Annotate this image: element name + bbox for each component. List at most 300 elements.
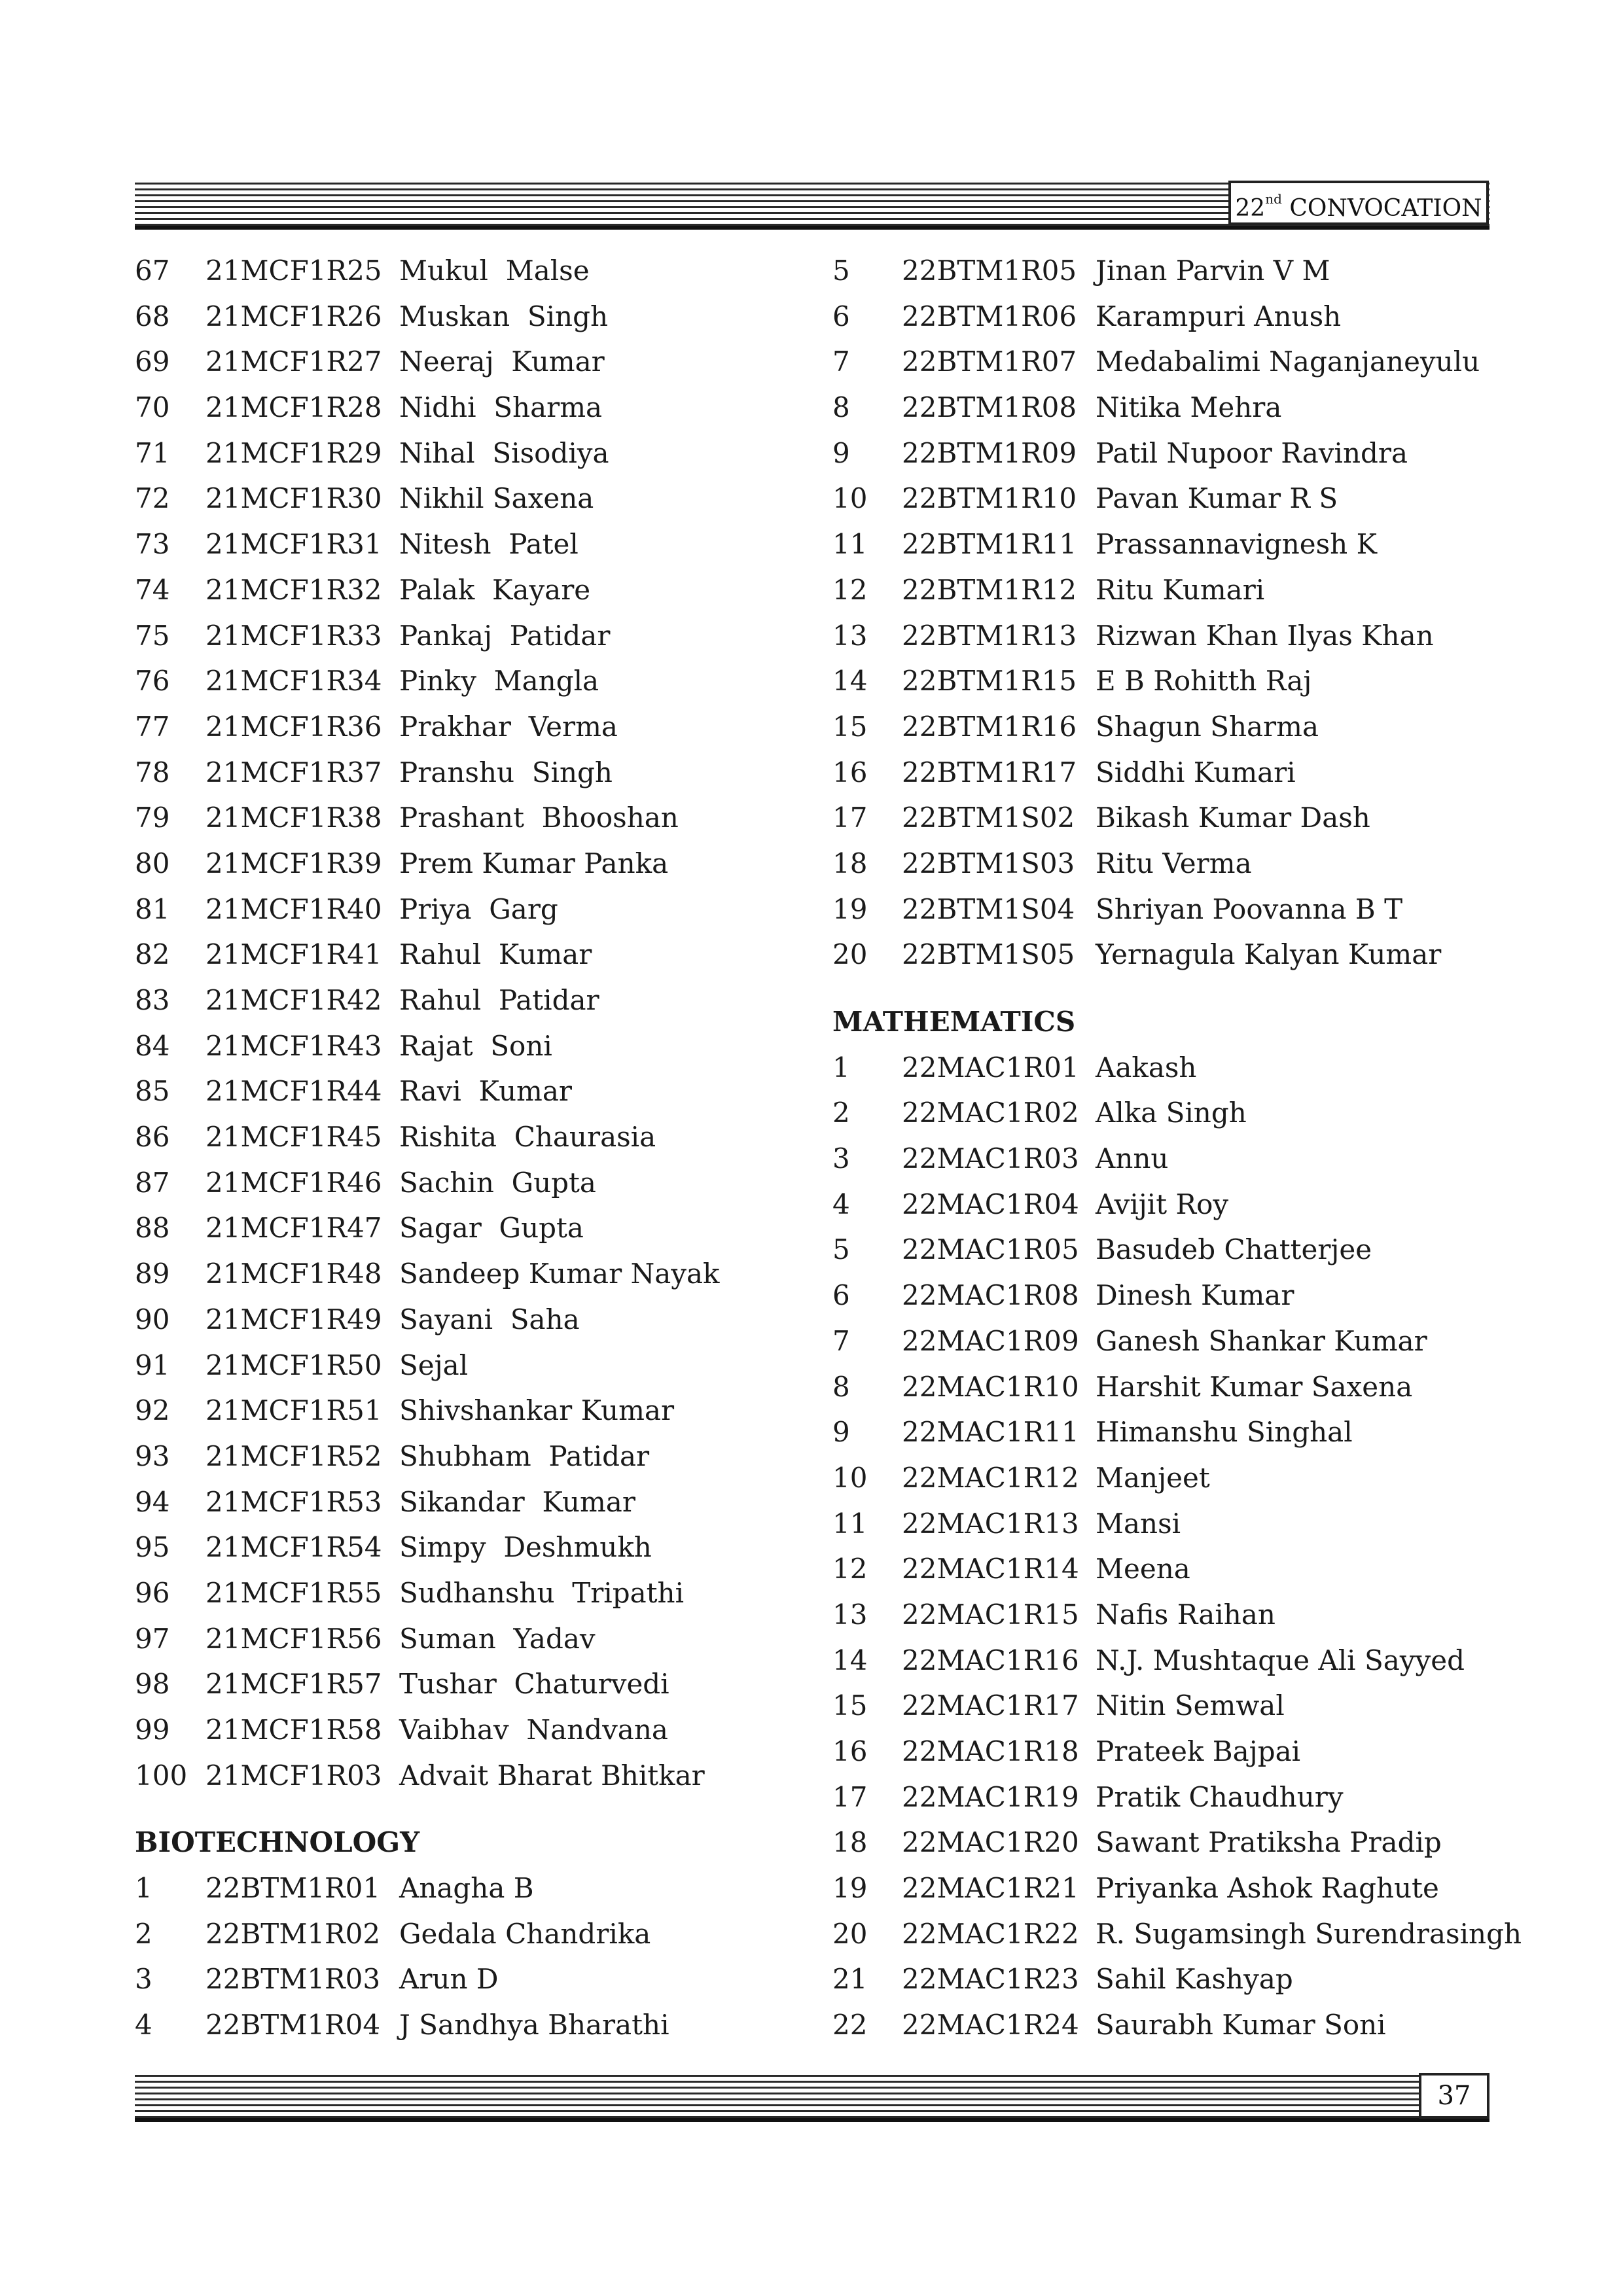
roll-number: 21MCF1R53 — [205, 1485, 382, 1518]
roll-number: 22BTM1R10 — [902, 482, 1077, 515]
roll-number: 22MAC1R08 — [902, 1279, 1079, 1312]
student-name: Mansi — [1096, 1507, 1181, 1540]
list-row — [832, 1546, 1526, 1592]
list-row — [135, 339, 789, 385]
list-row — [832, 1364, 1526, 1410]
student-name: Nikhil Saxena — [399, 482, 594, 515]
student-name: Manjeet — [1096, 1461, 1210, 1494]
serial-number: 13 — [832, 1598, 868, 1631]
serial-number: 11 — [832, 528, 868, 561]
student-name: Ritu Verma — [1096, 847, 1252, 879]
list-row — [832, 339, 1526, 385]
student-name: Palak Kayare — [399, 573, 591, 606]
serial-number: 75 — [135, 619, 170, 652]
serial-number: 10 — [832, 482, 868, 515]
roll-number: 21MCF1R50 — [205, 1349, 382, 1381]
roll-number: 21MCF1R42 — [205, 984, 382, 1016]
list-row — [832, 1182, 1526, 1227]
student-name: Prassannavignesh K — [1096, 528, 1377, 561]
list-row — [135, 1865, 789, 1911]
biotechnology-list-right — [832, 248, 1526, 978]
roll-number: 22BTM1S05 — [902, 938, 1075, 971]
roll-number: 21MCF1R46 — [205, 1166, 382, 1199]
student-name: Pratik Chaudhury — [1096, 1780, 1344, 1813]
roll-number: 21MCF1R29 — [205, 436, 382, 469]
list-row — [135, 658, 789, 704]
roll-number: 22BTM1R15 — [902, 665, 1077, 698]
roll-number: 21MCF1R40 — [205, 892, 382, 925]
serial-number: 77 — [135, 710, 170, 743]
roll-number: 22MAC1R09 — [902, 1324, 1079, 1357]
list-row — [832, 1273, 1526, 1318]
serial-number: 2 — [135, 1917, 152, 1950]
list-row — [135, 294, 789, 340]
serial-number: 80 — [135, 847, 170, 879]
student-name: Rishita Chaurasia — [399, 1121, 656, 1154]
list-row — [832, 1865, 1526, 1911]
student-name: Priya Garg — [399, 892, 558, 925]
serial-number: 68 — [135, 300, 170, 332]
student-name: Sayani Saha — [399, 1303, 580, 1335]
roll-number: 22MAC1R10 — [902, 1370, 1079, 1403]
serial-number: 8 — [832, 391, 850, 424]
serial-number: 95 — [135, 1531, 170, 1564]
roll-number: 22BTM1R02 — [205, 1917, 381, 1950]
student-name: Sejal — [399, 1349, 469, 1381]
serial-number: 2 — [832, 1097, 850, 1129]
list-row — [135, 521, 789, 567]
roll-number: 22MAC1R19 — [902, 1780, 1079, 1813]
roll-number: 22MAC1R03 — [902, 1142, 1079, 1175]
list-row — [135, 795, 789, 841]
roll-number: 21MCF1R49 — [205, 1303, 382, 1335]
student-name: Sandeep Kumar Nayak — [399, 1258, 720, 1290]
list-row — [832, 1592, 1526, 1638]
roll-number: 21MCF1R37 — [205, 756, 382, 788]
student-name: Ganesh Shankar Kumar — [1096, 1324, 1427, 1357]
student-name: Sagar Gupta — [399, 1212, 584, 1245]
serial-number: 15 — [832, 1689, 868, 1722]
list-row — [832, 476, 1526, 521]
student-name: Rizwan Khan Ilyas Khan — [1096, 619, 1434, 652]
list-row — [135, 431, 789, 476]
serial-number: 17 — [832, 1780, 868, 1813]
student-name: Nitika Mehra — [1096, 391, 1282, 424]
roll-number: 21MCF1R31 — [205, 528, 382, 561]
list-row — [135, 1661, 789, 1707]
list-row — [832, 841, 1526, 887]
serial-number: 16 — [832, 1735, 868, 1767]
student-name: Rahul Patidar — [399, 984, 599, 1016]
roll-number: 22BTM1R12 — [902, 573, 1077, 606]
student-name: Patil Nupoor Ravindra — [1096, 436, 1408, 469]
roll-number: 22BTM1S03 — [902, 847, 1075, 879]
list-row — [135, 704, 789, 750]
list-row — [832, 567, 1526, 613]
student-name: Sahil Kashyap — [1096, 1963, 1293, 1996]
roll-number: 21MCF1R33 — [205, 619, 382, 652]
serial-number: 1 — [832, 1051, 850, 1084]
serial-number: 17 — [832, 802, 868, 834]
list-row — [832, 521, 1526, 567]
student-name: Priyanka Ashok Raghute — [1096, 1872, 1439, 1905]
roll-number: 22MAC1R04 — [902, 1188, 1079, 1220]
serial-number: 19 — [832, 1872, 868, 1905]
page-number-box — [1419, 2073, 1489, 2119]
roll-number: 21MCF1R58 — [205, 1714, 382, 1746]
roll-number: 21MCF1R38 — [205, 802, 382, 834]
roll-number: 22MAC1R11 — [902, 1416, 1079, 1449]
list-row — [832, 750, 1526, 796]
student-name: Nitin Semwal — [1096, 1689, 1285, 1722]
list-row — [832, 385, 1526, 431]
list-row — [135, 750, 789, 796]
list-row — [135, 1616, 789, 1662]
list-row — [135, 1251, 789, 1297]
roll-number: 21MCF1R51 — [205, 1394, 382, 1427]
student-name: Vaibhav Nandvana — [399, 1714, 668, 1746]
roll-number: 21MCF1R27 — [205, 345, 382, 378]
student-name: Rahul Kumar — [399, 938, 592, 971]
student-name: Arun D — [399, 1963, 499, 1996]
list-row — [832, 795, 1526, 841]
footer-rule — [135, 2075, 1489, 2122]
serial-number: 90 — [135, 1303, 170, 1335]
roll-number: 22MAC1R05 — [902, 1233, 1079, 1266]
serial-number: 82 — [135, 938, 170, 971]
list-row — [135, 1160, 789, 1206]
serial-number: 87 — [135, 1166, 170, 1199]
list-row — [832, 431, 1526, 476]
student-name: Gedala Chandrika — [399, 1917, 651, 1950]
list-row — [135, 932, 789, 978]
roll-number: 22BTM1R11 — [902, 528, 1077, 561]
student-name: Bikash Kumar Dash — [1096, 802, 1370, 834]
student-name: Tushar Chaturvedi — [399, 1668, 669, 1701]
mathematics-list — [832, 1045, 1526, 2048]
student-name: Shagun Sharma — [1096, 710, 1319, 743]
roll-number: 21MCF1R30 — [205, 482, 382, 515]
serial-number: 100 — [135, 1759, 188, 1792]
roll-number: 22BTM1R09 — [902, 436, 1077, 469]
student-name: E B Rohitth Raj — [1096, 665, 1312, 698]
list-row — [832, 294, 1526, 340]
serial-number: 94 — [135, 1485, 170, 1518]
student-name: Aakash — [1096, 1051, 1197, 1084]
list-row — [135, 1479, 789, 1525]
list-row — [832, 613, 1526, 659]
student-name: Siddhi Kumari — [1096, 756, 1296, 788]
list-row — [135, 1525, 789, 1570]
list-row — [832, 1820, 1526, 1865]
roll-number: 22MAC1R02 — [902, 1097, 1079, 1129]
student-name: Pavan Kumar R S — [1096, 482, 1338, 515]
student-name: Jinan Parvin V M — [1096, 255, 1330, 287]
serial-number: 6 — [832, 300, 850, 332]
roll-number: 22BTM1R04 — [205, 2009, 381, 2041]
mcf-list — [135, 248, 789, 1798]
serial-number: 11 — [832, 1507, 868, 1540]
roll-number: 22MAC1R12 — [902, 1461, 1079, 1494]
roll-number: 22BTM1S02 — [902, 802, 1075, 834]
list-row — [832, 1455, 1526, 1501]
list-row — [832, 1136, 1526, 1182]
roll-number: 21MCF1R56 — [205, 1622, 382, 1655]
student-name: Ritu Kumari — [1096, 573, 1265, 606]
list-row — [832, 1045, 1526, 1091]
serial-number: 99 — [135, 1714, 170, 1746]
roll-number: 21MCF1R36 — [205, 710, 382, 743]
student-name: Pinky Mangla — [399, 665, 599, 698]
serial-number: 18 — [832, 847, 868, 879]
student-name: Rajat Soni — [399, 1029, 552, 1062]
roll-number: 21MCF1R34 — [205, 665, 382, 698]
student-name: Prakhar Verma — [399, 710, 618, 743]
list-row — [135, 385, 789, 431]
serial-number: 86 — [135, 1121, 170, 1154]
serial-number: 73 — [135, 528, 170, 561]
page-number: 37 — [1437, 2081, 1471, 2111]
biotechnology-heading: BIOTECHNOLOGY — [135, 1826, 420, 1859]
roll-number: 21MCF1R39 — [205, 847, 382, 879]
list-row — [135, 1956, 789, 2002]
list-row — [135, 567, 789, 613]
student-name: Alka Singh — [1096, 1097, 1247, 1129]
student-name: Sudhanshu Tripathi — [399, 1576, 685, 1609]
student-name: Nafis Raihan — [1096, 1598, 1275, 1631]
serial-number: 97 — [135, 1622, 170, 1655]
list-row — [832, 1683, 1526, 1729]
serial-number: 81 — [135, 892, 170, 925]
roll-number: 21MCF1R55 — [205, 1576, 382, 1609]
serial-number: 5 — [832, 255, 850, 287]
list-row — [832, 1775, 1526, 1820]
serial-number: 83 — [135, 984, 170, 1016]
roll-number: 22BTM1R01 — [205, 1872, 381, 1905]
serial-number: 6 — [832, 1279, 850, 1312]
student-name: Harshit Kumar Saxena — [1096, 1370, 1413, 1403]
serial-number: 10 — [832, 1461, 868, 1494]
roll-number: 22BTM1R08 — [902, 391, 1077, 424]
serial-number: 9 — [832, 1416, 850, 1449]
roll-number: 22MAC1R15 — [902, 1598, 1079, 1631]
serial-number: 89 — [135, 1258, 170, 1290]
roll-number: 22MAC1R24 — [902, 2009, 1079, 2041]
roll-number: 21MCF1R57 — [205, 1668, 382, 1701]
roll-number: 22BTM1R13 — [902, 619, 1077, 652]
serial-number: 14 — [832, 1644, 868, 1676]
list-row — [832, 1090, 1526, 1136]
roll-number: 22MAC1R14 — [902, 1553, 1079, 1585]
serial-number: 8 — [832, 1370, 850, 1403]
list-row — [135, 1434, 789, 1479]
list-row — [135, 248, 789, 294]
header-title-prefix: 22 — [1235, 195, 1266, 222]
roll-number: 21MCF1R41 — [205, 938, 382, 971]
student-name: Advait Bharat Bhitkar — [399, 1759, 705, 1792]
student-name: Neeraj Kumar — [399, 345, 605, 378]
list-row — [135, 1297, 789, 1343]
serial-number: 16 — [832, 756, 868, 788]
student-name: Himanshu Singhal — [1096, 1416, 1353, 1449]
list-row — [135, 841, 789, 887]
student-name: Pranshu Singh — [399, 756, 613, 788]
serial-number: 22 — [832, 2009, 868, 2041]
student-name: Anagha B — [399, 1872, 534, 1905]
serial-number: 69 — [135, 345, 170, 378]
roll-number: 21MCF1R52 — [205, 1439, 382, 1472]
serial-number: 92 — [135, 1394, 170, 1427]
roll-number: 21MCF1R28 — [205, 391, 382, 424]
student-name: J Sandhya Bharathi — [399, 2009, 669, 2041]
roll-number: 21MCF1R26 — [205, 300, 382, 332]
list-row — [135, 1911, 789, 1957]
roll-number: 22MAC1R13 — [902, 1507, 1079, 1540]
student-name: Shubham Patidar — [399, 1439, 650, 1472]
serial-number: 78 — [135, 756, 170, 788]
list-row — [135, 1069, 789, 1114]
list-row — [135, 1570, 789, 1616]
serial-number: 79 — [135, 802, 170, 834]
serial-number: 19 — [832, 892, 868, 925]
list-row — [832, 1409, 1526, 1455]
roll-number: 22MAC1R20 — [902, 1826, 1079, 1859]
serial-number: 3 — [832, 1142, 850, 1175]
student-name: Shivshankar Kumar — [399, 1394, 675, 1427]
serial-number: 76 — [135, 665, 170, 698]
roll-number: 22MAC1R17 — [902, 1689, 1079, 1722]
list-row — [135, 978, 789, 1023]
student-name: Prem Kumar Panka — [399, 847, 669, 879]
serial-number: 3 — [135, 1963, 152, 1996]
roll-number: 22BTM1R07 — [902, 345, 1077, 378]
list-row — [135, 1023, 789, 1069]
student-name: Sikandar Kumar — [399, 1485, 635, 1518]
serial-number: 85 — [135, 1075, 170, 1108]
mathematics-heading: MATHEMATICS — [832, 1006, 1076, 1038]
student-name: Ravi Kumar — [399, 1075, 572, 1108]
student-name: Nidhi Sharma — [399, 391, 603, 424]
student-name: Karampuri Anush — [1096, 300, 1342, 332]
roll-number: 21MCF1R48 — [205, 1258, 382, 1290]
student-name: N.J. Mushtaque Ali Sayyed — [1096, 1644, 1465, 1676]
serial-number: 15 — [832, 710, 868, 743]
roll-number: 21MCF1R44 — [205, 1075, 382, 1108]
biotechnology-list-left — [135, 1865, 789, 2048]
list-row — [832, 1638, 1526, 1684]
student-name: Saurabh Kumar Soni — [1096, 2009, 1386, 2041]
student-name: Prashant Bhooshan — [399, 802, 679, 834]
serial-number: 7 — [832, 345, 850, 378]
list-row — [135, 1205, 789, 1251]
student-name: Medabalimi Naganjaneyulu — [1096, 345, 1480, 378]
serial-number: 20 — [832, 938, 868, 971]
student-name: Shriyan Poovanna B T — [1096, 892, 1403, 925]
roll-number: 22BTM1R17 — [902, 756, 1077, 788]
roll-number: 21MCF1R03 — [205, 1759, 382, 1792]
roll-number: 22BTM1S04 — [902, 892, 1075, 925]
list-row — [832, 1501, 1526, 1547]
student-name: Prateek Bajpai — [1096, 1735, 1301, 1767]
serial-number: 13 — [832, 619, 868, 652]
list-row — [135, 476, 789, 521]
serial-number: 93 — [135, 1439, 170, 1472]
student-name: Basudeb Chatterjee — [1096, 1233, 1372, 1266]
list-row — [832, 1956, 1526, 2002]
roll-number: 21MCF1R25 — [205, 255, 382, 287]
serial-number: 12 — [832, 1553, 868, 1585]
list-row — [832, 887, 1526, 932]
serial-number: 18 — [832, 1826, 868, 1859]
student-name: Suman Yadav — [399, 1622, 596, 1655]
student-name: Mukul Malse — [399, 255, 590, 287]
header-title-suffix: CONVOCATION — [1281, 195, 1482, 222]
left-column — [135, 248, 789, 2048]
roll-number: 22BTM1R16 — [902, 710, 1077, 743]
roll-number: 22MAC1R23 — [902, 1963, 1079, 1996]
serial-number: 98 — [135, 1668, 170, 1701]
serial-number: 14 — [832, 665, 868, 698]
list-row — [832, 704, 1526, 750]
serial-number: 7 — [832, 1324, 850, 1357]
student-name: Yernagula Kalyan Kumar — [1096, 938, 1442, 971]
list-row — [832, 658, 1526, 704]
serial-number: 72 — [135, 482, 170, 515]
roll-number: 21MCF1R43 — [205, 1029, 382, 1062]
list-row — [135, 1753, 789, 1799]
student-name: Pankaj Patidar — [399, 619, 611, 652]
student-name: Sawant Pratiksha Pradip — [1096, 1826, 1442, 1859]
roll-number: 22MAC1R01 — [902, 1051, 1079, 1084]
right-column — [832, 248, 1526, 2048]
list-row — [832, 2002, 1526, 2048]
student-name: Avijit Roy — [1096, 1188, 1229, 1220]
list-row — [135, 2002, 789, 2048]
list-row — [135, 1707, 789, 1753]
roll-number: 22MAC1R21 — [902, 1872, 1079, 1905]
header-title-sup: nd — [1265, 191, 1282, 207]
roll-number: 22BTM1R03 — [205, 1963, 381, 1996]
student-name: Nitesh Patel — [399, 528, 579, 561]
serial-number: 71 — [135, 436, 170, 469]
serial-number: 88 — [135, 1212, 170, 1245]
serial-number: 74 — [135, 573, 170, 606]
serial-number: 67 — [135, 255, 170, 287]
list-row — [832, 932, 1526, 978]
serial-number: 4 — [135, 2009, 152, 2041]
serial-number: 21 — [832, 1963, 868, 1996]
serial-number: 91 — [135, 1349, 170, 1381]
roll-number: 21MCF1R54 — [205, 1531, 382, 1564]
serial-number: 5 — [832, 1233, 850, 1266]
list-row — [832, 1227, 1526, 1273]
list-row — [832, 1318, 1526, 1364]
serial-number: 1 — [135, 1872, 152, 1905]
roll-number: 21MCF1R47 — [205, 1212, 382, 1245]
roll-number: 22MAC1R18 — [902, 1735, 1079, 1767]
student-name: Sachin Gupta — [399, 1166, 596, 1199]
student-name: Muskan Singh — [399, 300, 609, 332]
roll-number: 21MCF1R32 — [205, 573, 382, 606]
roll-number: 22BTM1R06 — [902, 300, 1077, 332]
serial-number: 70 — [135, 391, 170, 424]
serial-number: 12 — [832, 573, 868, 606]
list-row — [832, 1911, 1526, 1957]
list-row — [832, 1729, 1526, 1775]
roll-number: 22BTM1R05 — [902, 255, 1077, 287]
student-name: R. Sugamsingh Surendrasingh — [1096, 1917, 1522, 1950]
serial-number: 84 — [135, 1029, 170, 1062]
